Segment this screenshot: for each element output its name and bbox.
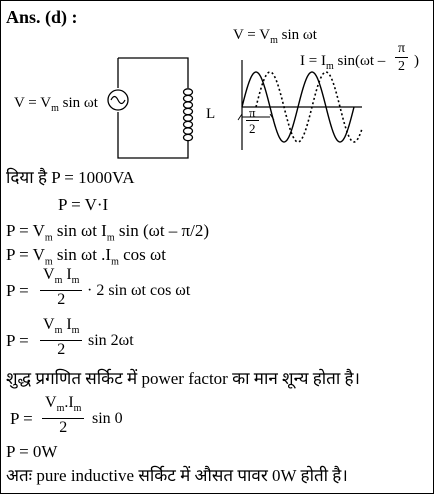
phase-shift-fraction: $\frac{\pi}{2}$ — [246, 105, 259, 136]
power-factor-statement: शुद्ध प्रगणित सर्किट में power factor का मान शून्य होता है। — [6, 369, 360, 388]
result-line: P = 0W — [6, 442, 58, 461]
fraction1: $\frac{V_m I_m}{2}$ — [40, 266, 82, 309]
fraction2: $\frac{V_m I_m}{2}$ — [40, 316, 82, 359]
power-cos-line: $P = V_m$ sin ωt $.I_m$ cos ωt — [6, 245, 166, 268]
fraction1-tail: · 2 sin ωt cos ωt — [87, 282, 191, 299]
fraction2-prefix: P = — [6, 331, 29, 350]
circuit-bottom-wire — [118, 112, 188, 158]
current-phase-fraction: $\frac{\pi}{2}$ — [395, 40, 408, 75]
power-expansion-line: $P = V_m$ sin ωt $I_m$ sin (ωt – π/2) — [6, 221, 210, 244]
circuit-top-wire — [118, 58, 188, 84]
inductor-label: L — [206, 106, 216, 122]
voltage-label: $V = V_m$ sin ωt — [233, 27, 317, 46]
current-label: $I = I_m$ sin(ωt – — [300, 53, 386, 72]
power-formula-line: P = V·I — [58, 195, 109, 214]
conclusion-line: अतः pure inductive सर्किट में औसत पावर 0W होती है। — [6, 466, 348, 485]
current-label-close: ) — [414, 53, 419, 69]
inductor-coil-icon — [184, 84, 193, 144]
fraction3-prefix: P = — [10, 409, 33, 428]
answer-label: Ans. (d) : — [6, 7, 78, 27]
fraction3: $\frac{V_m.I_m}{2}$ — [42, 394, 84, 437]
fraction2-tail: sin 2ωt — [88, 332, 134, 349]
fraction3-tail: sin 0 — [92, 410, 123, 427]
source-label: $V = V_m$ sin ωt — [14, 95, 98, 114]
given-line: दिया है P = 1000VA — [6, 168, 135, 187]
fraction1-prefix: P = — [6, 281, 29, 300]
